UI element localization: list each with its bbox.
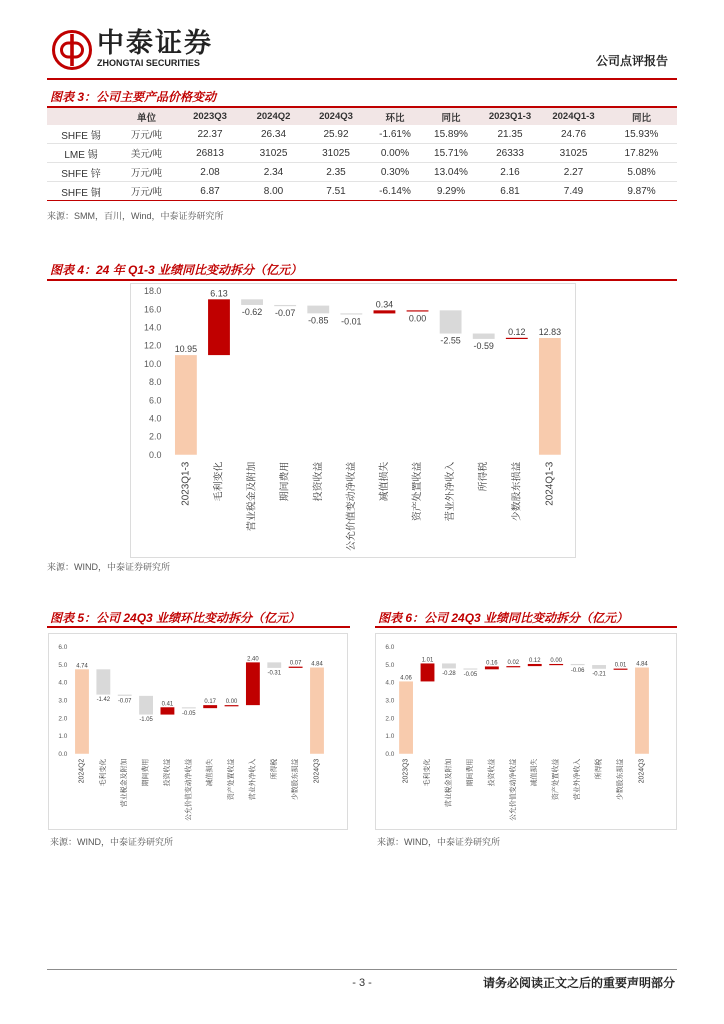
table-cell: 5.08% bbox=[606, 163, 677, 182]
bar-data-label: -0.21 bbox=[592, 671, 606, 678]
x-category-label: 公允价值变动净收益 bbox=[345, 461, 357, 551]
bar-data-label: 4.84 bbox=[311, 661, 323, 668]
bar-data-label: 0.01 bbox=[614, 662, 627, 669]
x-category-label: 投资收益 bbox=[488, 758, 496, 787]
bar-data-label: 0.16 bbox=[486, 660, 498, 667]
waterfall-bar bbox=[407, 310, 429, 311]
bar-data-label: 0.12 bbox=[528, 657, 541, 664]
waterfall-bar bbox=[289, 667, 303, 668]
x-category-label: 少数股东损益 bbox=[292, 758, 300, 801]
table-cell: 31025 bbox=[242, 144, 305, 163]
price-change-table bbox=[47, 108, 677, 201]
y-tick-label: 0.0 bbox=[148, 449, 162, 460]
fig3-source: 来源：SMM，百川，Wind，中泰证券研究所 bbox=[47, 211, 224, 221]
x-category-label: 营业外净收入 bbox=[445, 461, 457, 522]
bar-data-label: -0.07 bbox=[117, 698, 132, 705]
bar-data-label: 0.00 bbox=[408, 313, 427, 324]
table-row bbox=[47, 125, 677, 144]
table-header-cell: 2024Q3 bbox=[305, 108, 367, 125]
bar-data-label: -1.42 bbox=[96, 697, 111, 704]
x-category-label: 毛利变化 bbox=[99, 758, 107, 787]
x-category-label: 营业税金及附加 bbox=[121, 758, 129, 808]
waterfall-bar bbox=[442, 663, 456, 668]
y-tick-label: 6.0 bbox=[385, 644, 395, 652]
x-category-label: 少数股东损益 bbox=[511, 461, 523, 522]
y-tick-label: 2.0 bbox=[58, 715, 68, 723]
fig3-title: 图表 3：公司主要产品价格变动 bbox=[50, 90, 217, 104]
waterfall-bar bbox=[241, 299, 263, 305]
bar-data-label: -1.05 bbox=[139, 717, 153, 724]
fig4-waterfall-chart bbox=[131, 284, 575, 557]
fig5-waterfall-chart bbox=[49, 634, 347, 829]
table-cell: 2.35 bbox=[305, 163, 367, 182]
table-cell: 31025 bbox=[541, 144, 606, 163]
waterfall-bar bbox=[161, 707, 175, 714]
y-tick-label: 14.0 bbox=[144, 322, 162, 333]
x-category-label: 所得税 bbox=[595, 758, 603, 780]
waterfall-bar bbox=[592, 665, 606, 669]
zhongtai-logo-icon bbox=[51, 29, 93, 71]
table-cell: 美元/吨 bbox=[115, 144, 178, 163]
x-category-label: 公允价值变动净收益 bbox=[185, 758, 193, 821]
table-cell: 0.00% bbox=[367, 144, 423, 163]
x-category-label: 2024Q3 bbox=[638, 758, 646, 784]
y-tick-label: 5.0 bbox=[58, 661, 68, 669]
bar-data-label: -0.85 bbox=[308, 315, 329, 326]
footer-divider bbox=[47, 969, 677, 970]
bar-data-label: 2.40 bbox=[247, 656, 259, 663]
x-category-label: 资产处置收益 bbox=[228, 758, 236, 801]
waterfall-bar bbox=[614, 669, 628, 670]
bar-data-label: 0.00 bbox=[550, 657, 562, 664]
table-cell: 万元/吨 bbox=[115, 163, 178, 182]
x-category-label: 投资收益 bbox=[312, 461, 324, 502]
waterfall-bar bbox=[440, 310, 462, 333]
bar-data-label: -0.05 bbox=[182, 711, 196, 718]
table-cell: 26813 bbox=[178, 144, 242, 163]
fig6-title: 图表 6：公司 24Q3 业绩同比变动拆分（亿元） bbox=[378, 611, 629, 625]
x-category-label: 减值损失 bbox=[206, 758, 214, 787]
table-cell: 2.34 bbox=[242, 163, 305, 182]
bar-data-label: 0.34 bbox=[375, 299, 394, 310]
table-header-cell: 单位 bbox=[115, 108, 178, 125]
x-category-label: 2023Q1-3 bbox=[180, 461, 192, 506]
table-cell: 7.51 bbox=[326, 185, 346, 197]
bar-data-label: 0.12 bbox=[508, 326, 526, 337]
x-category-label: 期间费用 bbox=[466, 758, 474, 787]
y-tick-label: 0.0 bbox=[385, 751, 395, 759]
waterfall-bar bbox=[96, 669, 110, 694]
x-category-label: 2024Q1-3 bbox=[544, 461, 556, 506]
table-header-cell: 2024Q1-3 bbox=[541, 108, 606, 125]
y-tick-label: 6.0 bbox=[148, 395, 162, 406]
table-cell: 15.89% bbox=[423, 125, 479, 144]
table-cell: -1.61% bbox=[367, 125, 423, 144]
fig6-chart-frame bbox=[375, 633, 677, 830]
table-cell: 9.87% bbox=[627, 185, 656, 197]
waterfall-bar bbox=[307, 306, 329, 314]
bar-data-label: -2.55 bbox=[440, 335, 461, 346]
bar-data-label: -0.59 bbox=[473, 340, 494, 351]
waterfall-bar bbox=[175, 355, 197, 455]
y-tick-label: 6.0 bbox=[58, 644, 68, 652]
y-tick-label: 3.0 bbox=[58, 697, 68, 705]
bar-data-label: 12.83 bbox=[538, 327, 562, 338]
y-tick-label: 4.0 bbox=[58, 679, 68, 687]
table-cell: 万元/吨 bbox=[130, 187, 163, 198]
table-cell: 22.37 bbox=[178, 125, 242, 144]
x-category-label: 2024Q3 bbox=[313, 758, 321, 784]
bar-data-label: 6.13 bbox=[210, 288, 228, 299]
fig6-source: 来源：WIND，中泰证券研究所 bbox=[377, 837, 500, 847]
table-row-label: LME 锡 bbox=[47, 144, 115, 163]
y-tick-label: 10.0 bbox=[144, 358, 162, 369]
y-tick-label: 1.0 bbox=[385, 733, 395, 741]
table-row bbox=[47, 163, 677, 182]
x-category-label: 期间费用 bbox=[142, 758, 150, 787]
x-category-label: 毛利变化 bbox=[213, 461, 225, 502]
y-tick-label: 2.0 bbox=[148, 431, 162, 442]
table-row bbox=[47, 182, 677, 201]
table-header-cell: 同比 bbox=[606, 108, 677, 125]
bar-data-label: 4.84 bbox=[636, 661, 648, 668]
waterfall-bar bbox=[225, 705, 239, 706]
table-header-blank bbox=[47, 108, 115, 125]
bar-data-label: 0.41 bbox=[161, 701, 174, 708]
y-tick-label: 12.0 bbox=[144, 340, 162, 351]
x-category-label: 投资收益 bbox=[163, 758, 171, 787]
table-cell: 15.71% bbox=[423, 144, 479, 163]
fig4-title: 图表 4：24 年 Q1-3 业绩同比变动拆分（亿元） bbox=[50, 263, 303, 277]
waterfall-bar bbox=[421, 663, 435, 681]
fig5-source: 来源：WIND，中泰证券研究所 bbox=[50, 837, 173, 847]
bar-data-label: 0.02 bbox=[507, 660, 520, 667]
x-category-label: 减值损失 bbox=[531, 758, 539, 787]
bar-data-label: 0.00 bbox=[225, 699, 238, 706]
x-category-label: 所得税 bbox=[478, 461, 490, 492]
y-tick-label: 16.0 bbox=[144, 304, 162, 315]
table-cell: 24.76 bbox=[541, 125, 606, 144]
fig4-source: 来源：WIND，中泰证券研究所 bbox=[47, 562, 170, 572]
x-category-label: 资产处置收益 bbox=[552, 758, 560, 801]
x-category-label: 期间费用 bbox=[279, 461, 291, 502]
waterfall-bar bbox=[118, 695, 132, 696]
table-cell: 6.87 bbox=[200, 185, 220, 197]
table-cell: 21.35 bbox=[479, 125, 541, 144]
bar-data-label: -0.01 bbox=[341, 316, 362, 327]
waterfall-bar bbox=[310, 668, 324, 754]
bar-data-label: 10.95 bbox=[174, 344, 198, 355]
waterfall-bar bbox=[75, 669, 89, 753]
y-tick-label: 8.0 bbox=[148, 377, 162, 388]
footer-disclaimer: 请务必阅读正文之后的重要声明部分 bbox=[482, 976, 675, 990]
waterfall-bar bbox=[267, 662, 281, 668]
table-cell: 9.29% bbox=[436, 185, 466, 197]
table-header-cell: 环比 bbox=[367, 108, 423, 125]
waterfall-bar bbox=[340, 313, 362, 314]
bar-data-label: -0.05 bbox=[463, 672, 478, 679]
table-header-cell: 2024Q2 bbox=[242, 108, 305, 125]
waterfall-bar bbox=[549, 664, 563, 665]
x-category-label: 营业税金及附加 bbox=[246, 461, 258, 532]
table-cell: 13.04% bbox=[423, 163, 479, 182]
bar-data-label: 0.07 bbox=[289, 660, 302, 667]
table-cell: 2.27 bbox=[541, 163, 606, 182]
table-cell: 2.08 bbox=[178, 163, 242, 182]
waterfall-bar bbox=[203, 705, 217, 708]
waterfall-bar bbox=[399, 681, 413, 753]
table-cell: 0.30% bbox=[367, 163, 423, 182]
table-cell: 2.16 bbox=[479, 163, 541, 182]
bar-data-label: -0.31 bbox=[267, 670, 282, 677]
bar-data-label: -0.07 bbox=[274, 308, 296, 319]
x-category-label: 2023Q3 bbox=[402, 758, 410, 784]
waterfall-bar bbox=[506, 338, 528, 339]
bar-data-label: -0.06 bbox=[570, 667, 585, 674]
waterfall-bar bbox=[208, 299, 230, 355]
waterfall-bar bbox=[485, 666, 499, 669]
report-type-label: 公司点评报告 bbox=[595, 54, 668, 68]
table-row-label: SHFE 锌 bbox=[47, 163, 115, 182]
y-tick-label: 3.0 bbox=[385, 697, 395, 705]
table-header-row bbox=[47, 108, 677, 125]
waterfall-bar bbox=[528, 664, 542, 666]
bar-data-label: -0.28 bbox=[442, 671, 456, 678]
x-category-label: 资产处置收益 bbox=[412, 461, 424, 522]
x-category-label: 2024Q2 bbox=[78, 758, 86, 784]
bar-data-label: 4.74 bbox=[76, 663, 88, 670]
waterfall-bar bbox=[506, 666, 520, 667]
waterfall-bar bbox=[246, 662, 260, 705]
waterfall-bar bbox=[139, 696, 153, 715]
fig4-title-underline bbox=[47, 279, 677, 281]
table-cell: 25.92 bbox=[305, 125, 367, 144]
waterfall-bar bbox=[539, 338, 561, 455]
waterfall-bar bbox=[463, 668, 477, 669]
table-row bbox=[47, 144, 677, 163]
y-tick-label: 4.0 bbox=[148, 413, 162, 424]
y-tick-label: 4.0 bbox=[385, 679, 395, 687]
x-category-label: 减值损失 bbox=[378, 461, 390, 502]
x-category-label: 所得税 bbox=[270, 758, 278, 780]
table-cell: -6.14% bbox=[379, 185, 411, 197]
table-header-cell: 2023Q3 bbox=[178, 108, 242, 125]
fig6-waterfall-chart bbox=[376, 634, 676, 829]
waterfall-bar bbox=[571, 664, 585, 665]
logo-name-en: ZHONGTAI SECURITIES bbox=[97, 58, 200, 68]
table-cell: 15.93% bbox=[606, 125, 677, 144]
table-body bbox=[47, 125, 677, 201]
fig5-title-underline bbox=[47, 626, 350, 628]
waterfall-bar bbox=[182, 707, 196, 708]
fig6-title-underline bbox=[375, 626, 677, 628]
fig4-chart-frame bbox=[130, 283, 576, 558]
bar-data-label: 0.17 bbox=[204, 699, 216, 706]
table-row-label: SHFE 锡 bbox=[47, 125, 115, 144]
bar-data-label: 4.06 bbox=[400, 675, 412, 682]
x-category-label: 营业税金及附加 bbox=[445, 758, 453, 808]
y-tick-label: 1.0 bbox=[58, 733, 68, 741]
table-row-label: SHFE 铜 bbox=[61, 187, 101, 199]
waterfall-bar bbox=[473, 334, 495, 339]
x-category-label: 少数股东损益 bbox=[617, 758, 625, 801]
waterfall-bar bbox=[374, 310, 396, 313]
bar-data-label: 1.01 bbox=[421, 657, 434, 664]
bar-data-label: -0.62 bbox=[241, 306, 263, 317]
table-cell: 26.34 bbox=[242, 125, 305, 144]
table-cell: 7.49 bbox=[563, 185, 584, 197]
waterfall-bar bbox=[274, 305, 296, 306]
table-cell: 26333 bbox=[479, 144, 541, 163]
x-category-label: 毛利变化 bbox=[424, 758, 432, 787]
table-header-cell: 同比 bbox=[423, 108, 479, 125]
x-category-label: 营业外净收入 bbox=[574, 758, 582, 801]
waterfall-bar bbox=[635, 668, 649, 754]
logo-name-cn: 中泰证券 bbox=[97, 28, 213, 58]
table-head bbox=[47, 108, 677, 125]
fig5-chart-frame bbox=[48, 633, 348, 830]
x-category-label: 公允价值变动净收益 bbox=[509, 758, 517, 821]
y-tick-label: 18.0 bbox=[144, 286, 162, 297]
table-cell: 8.00 bbox=[263, 185, 284, 197]
y-tick-label: 0.0 bbox=[58, 751, 68, 759]
table-cell: 6.81 bbox=[500, 185, 520, 197]
table-header-cell: 2023Q1-3 bbox=[479, 108, 541, 125]
y-tick-label: 2.0 bbox=[385, 715, 395, 723]
x-category-label: 营业外净收入 bbox=[249, 758, 257, 801]
table-cell: 31025 bbox=[305, 144, 367, 163]
page-number: - 3 - bbox=[352, 977, 372, 989]
header-divider bbox=[47, 78, 677, 80]
table-cell: 17.82% bbox=[606, 144, 677, 163]
table-cell: 万元/吨 bbox=[115, 125, 178, 144]
fig5-title: 图表 5：公司 24Q3 业绩环比变动拆分（亿元） bbox=[50, 611, 301, 625]
y-tick-label: 5.0 bbox=[385, 661, 395, 669]
